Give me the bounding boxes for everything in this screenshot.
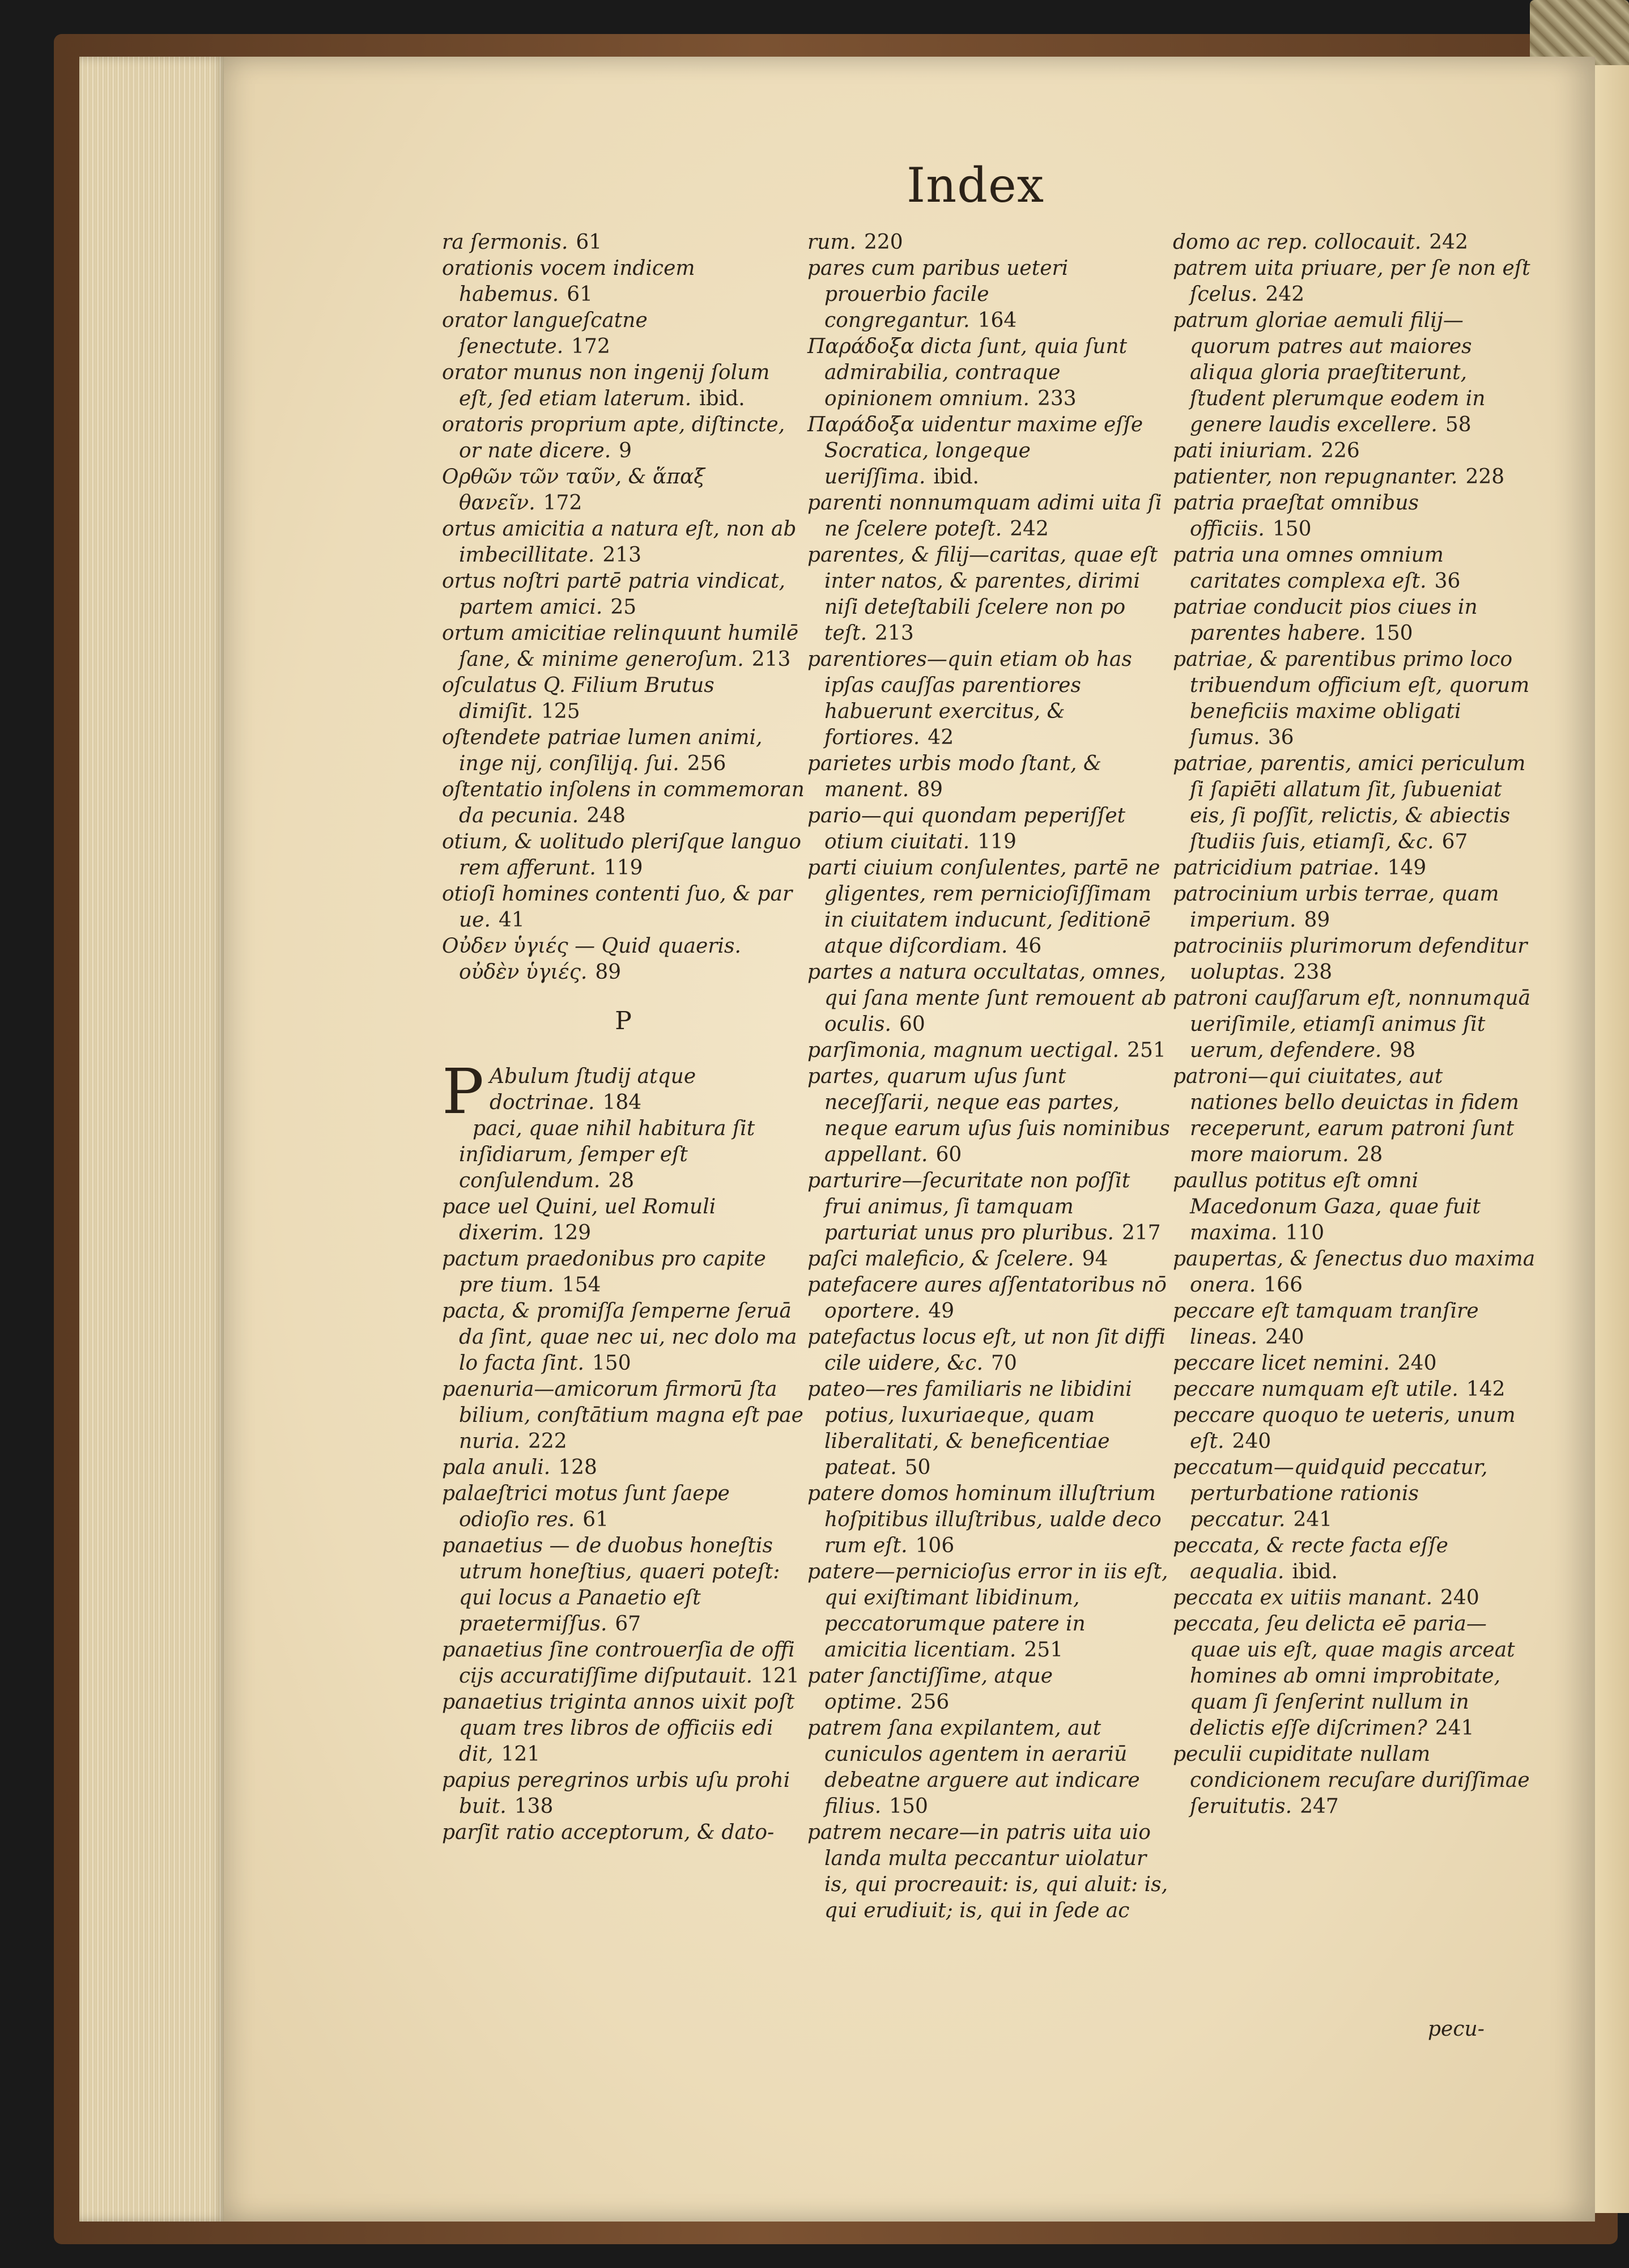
entry-text: pario—qui quondam peperiſſet otium ciuitati.	[807, 804, 1126, 853]
index-entry	[807, 1820, 1170, 1924]
index-entry	[1173, 1455, 1536, 1533]
index-entry	[1173, 1585, 1536, 1611]
index-entry	[807, 1246, 1170, 1272]
page-reference: 242	[1429, 231, 1468, 254]
facing-page-edge	[1595, 65, 1629, 2213]
page-reference: 166	[1264, 1273, 1303, 1297]
index-entry	[1173, 594, 1536, 647]
page-reference: 150	[889, 1795, 928, 1818]
entry-text: panaetius ſine controuerſia de offi cijs accuratiſſime diſputauit.	[442, 1638, 795, 1688]
index-entry	[1173, 881, 1536, 933]
page-reference: 247	[1300, 1795, 1339, 1818]
page-reference: 242	[1010, 517, 1049, 541]
entry-text: paci, quae nihil habitura ſit inſidiarum, ſemper eſt conſulendum.	[459, 1117, 755, 1192]
entry-text: patroni—qui ciuitates, aut nationes bello deuictas in fidem receperunt, earum patroni ſunt more maiorum.	[1173, 1065, 1519, 1166]
page-reference: 125	[541, 700, 580, 723]
index-entry	[442, 1455, 805, 1481]
entry-text: peculii cupiditate nullam condicionem recuſare duriſſimae ſeruitutis.	[1173, 1743, 1530, 1818]
entry-text: parietes urbis modo ſtant, & manent.	[807, 752, 1101, 801]
page-reference: 240	[1265, 1326, 1304, 1349]
entry-text: palaeſtrici motus ſunt ſaepe odioſio res.	[442, 1482, 730, 1531]
index-entry	[807, 1064, 1170, 1168]
index-entry	[442, 673, 805, 725]
entry-text: otioſi homines contenti ſuo, & par ue.	[442, 882, 793, 932]
index-entry	[1173, 855, 1536, 881]
letter-heading: P	[615, 1006, 632, 1035]
entry-text: patrum gloriae aemuli filij—quorum patres aut maiores aliqua gloria praeſtiterunt, ſtudent plerumque eodem in genere laudis excellere.	[1173, 309, 1486, 436]
index-entry	[1173, 230, 1536, 256]
index-entry	[1173, 1533, 1536, 1585]
entry-text: pati iniuriam.	[1173, 439, 1313, 462]
index-column-3	[1173, 230, 1536, 1820]
index-entry	[1173, 464, 1536, 490]
entry-text: peccare eſt tamquam tranſire lineas.	[1173, 1299, 1479, 1349]
page-reference: 106	[915, 1534, 955, 1557]
page-reference: 50	[904, 1456, 931, 1479]
page-reference: 121	[760, 1664, 799, 1688]
entry-text: oratoris proprium apte, diſtincte, or nate dicere.	[442, 413, 785, 462]
page-reference: 89	[595, 961, 622, 984]
index-entry	[1173, 1742, 1536, 1820]
index-entry	[1173, 751, 1536, 855]
page-reference: 119	[977, 830, 1016, 853]
page-edges	[79, 57, 227, 2222]
index-entry	[1173, 308, 1536, 438]
entry-text: patrociniis plurimorum defenditur uoluptas.	[1173, 935, 1528, 984]
page-reference: 213	[751, 648, 791, 671]
page-reference: 213	[602, 543, 642, 567]
index-entry	[1173, 542, 1536, 594]
entry-text: domo ac rep. collocauit.	[1173, 231, 1422, 254]
entry-text: patriae conducit pios ciues in parentes habere.	[1173, 596, 1478, 645]
entry-text: paſci maleficio, & ſcelere.	[807, 1247, 1074, 1271]
page-reference: 226	[1321, 439, 1360, 462]
entry-text: papius peregrinos urbis uſu prohi buit.	[442, 1769, 790, 1818]
page-reference: ibid.	[1292, 1560, 1338, 1583]
index-entry	[807, 959, 1170, 1038]
index-entry	[442, 1689, 805, 1768]
entry-text: patrem necare—in patris uita uio landa multa peccantur uiolatur is, qui procreauit: is, qui aluit: is, qui erudiuit; is, qui in ſede ac	[807, 1821, 1168, 1922]
index-entry	[442, 412, 805, 464]
page-reference: 36	[1434, 570, 1461, 593]
index-entry	[1173, 1168, 1536, 1246]
index-entry	[442, 230, 805, 256]
entry-text: otium, & uolitudo pleriſque languo rem afferunt.	[442, 830, 802, 880]
index-entry	[1173, 986, 1536, 1064]
entry-text: patere domos hominum illuſtrium hoſpitibus illuſtribus, ualde deco rum eſt.	[807, 1482, 1162, 1557]
page-reference: 28	[1356, 1143, 1383, 1166]
index-entry	[1173, 256, 1536, 308]
page-reference: 164	[977, 309, 1017, 332]
entry-text: pactum praedonibus pro capite pre tium.	[442, 1247, 766, 1297]
index-entry	[807, 803, 1170, 855]
index-entry	[807, 1272, 1170, 1324]
page-reference: 222	[528, 1430, 567, 1453]
entry-text: parſimonia, magnum uectigal.	[807, 1039, 1120, 1062]
index-entry	[442, 933, 805, 986]
index-entry	[807, 230, 1170, 256]
entry-text: Παράδοξα dicta ſunt, quia ſunt admirabilia, contraque opinionem omnium.	[807, 335, 1128, 410]
entry-text: oſtentatio inſolens in commemoran da pecunia.	[442, 778, 805, 827]
index-entry	[1173, 1246, 1536, 1298]
entry-text: peccata, ſeu delicta eē paria—quae uis eſt, quae magis arceat homines ab omni improbitate, quam ſi ſenſerint nullum in delictis eſſe diſcrimen?	[1173, 1612, 1515, 1740]
page-reference: 142	[1466, 1378, 1505, 1401]
index-entry	[807, 1038, 1170, 1064]
entry-text: pala anuli.	[442, 1456, 551, 1479]
index-entry	[442, 464, 805, 516]
page-reference: 110	[1285, 1221, 1325, 1245]
entry-text: ortum amicitiae relinquunt humilē ſane, & minime generoſum.	[442, 622, 799, 671]
entry-text: parentiores—quin etiam ob has ipſas cauſſas parentiores habuerunt exercitus, & fortiores.	[807, 648, 1132, 749]
page-reference: 228	[1465, 465, 1505, 489]
entry-text: panaetius triginta annos uixit poſt quam tres libros de officiis edi dit,	[442, 1691, 795, 1766]
page-reference: 121	[501, 1743, 541, 1766]
entry-text: patroni cauſſarum eſt, nonnumquā ueriſimile, etiamſi animus ſit uerum, defendere.	[1173, 987, 1531, 1062]
page-reference: 36	[1268, 726, 1294, 749]
entry-text: peccare quoquo te ueteris, unum eſt.	[1173, 1404, 1516, 1453]
index-entry	[442, 1246, 805, 1298]
entry-text: parti ciuium conſulentes, partē ne gligentes, rem pernicioſiſſimam in ciuitatem inducunt, ſeditionē atque diſcordiam.	[807, 856, 1160, 958]
page-reference: 233	[1037, 387, 1077, 410]
page-reference: 129	[552, 1221, 592, 1245]
index-entry	[442, 1820, 805, 1846]
index-entry	[442, 881, 805, 933]
page-reference: 240	[1440, 1586, 1479, 1609]
entry-text: pace uel Quini, uel Romuli dixerim.	[442, 1195, 716, 1245]
page-reference: 58	[1445, 413, 1471, 436]
page-reference: 28	[608, 1169, 635, 1192]
index-entry	[807, 1324, 1170, 1377]
entry-text: partes, quarum uſus ſunt neceſſarii, neque eas partes, neque earum uſus ſuis nominibus appellant.	[807, 1065, 1170, 1166]
page-reference: 9	[619, 439, 632, 462]
page-reference: 61	[582, 1508, 609, 1531]
page-reference: 61	[576, 231, 602, 254]
page-reference: 41	[498, 908, 525, 932]
index-entry	[442, 777, 805, 829]
entry-text: pares cum paribus ueteri prouerbio facile congregantur.	[807, 257, 1069, 332]
index-entry	[442, 308, 805, 360]
drop-capital: P	[442, 1055, 484, 1128]
page-reference: 42	[928, 726, 954, 749]
entry-text: Ορθῶν τῶν ταῦν, & ἅπαξ θανεῖν.	[442, 465, 705, 515]
entry-text: patria praeſtat omnibus officiis.	[1173, 491, 1419, 541]
page-reference: 149	[1387, 856, 1427, 880]
page-reference: 217	[1121, 1221, 1161, 1245]
page-reference: 67	[615, 1612, 641, 1636]
page-reference: 89	[1304, 908, 1330, 932]
page-reference: ibid.	[699, 387, 745, 410]
entry-text: patere—pernicioſus error in iis eſt, qui exiſtimant libidinum, peccatorumque patere in amicitia licentiam.	[807, 1560, 1168, 1662]
entry-text: orationis vocem indicem habemus.	[442, 257, 695, 306]
index-entry	[442, 1377, 805, 1455]
index-entry	[807, 647, 1170, 751]
entry-text: peccata, & recte facta eſſe aequalia.	[1173, 1534, 1448, 1583]
page-reference: 119	[603, 856, 643, 880]
index-entry	[807, 1168, 1170, 1246]
index-entry	[442, 1481, 805, 1533]
index-entry	[442, 1533, 805, 1637]
entry-text: parentes, & filij—caritas, quae eſt inter natos, & parentes, dirimi niſi deteſtabili ſcelere non po teſt.	[807, 543, 1158, 645]
page-reference: 240	[1397, 1352, 1437, 1375]
page-reference: 138	[514, 1795, 554, 1818]
index-entry	[807, 334, 1170, 412]
entry-text: peccata ex uitiis manant.	[1173, 1586, 1433, 1609]
index-entry	[1173, 647, 1536, 751]
index-entry	[442, 725, 805, 777]
page-reference: 70	[991, 1352, 1017, 1375]
page-reference: 60	[899, 1013, 925, 1036]
entry-text: rum.	[807, 231, 856, 254]
entry-text: Οὐδεν ὑγιές — Quid quaeris. οὐδὲν ὑγιές.	[442, 935, 741, 984]
entry-text: patriae, & parentibus primo loco tribuendum officium eſt, quorum beneficiis maxime obligati ſumus.	[1173, 648, 1530, 749]
index-entry	[1173, 438, 1536, 464]
page-reference: ibid.	[933, 465, 979, 489]
page-reference: 238	[1293, 961, 1333, 984]
entry-text: Abulum ſtudij atque doctrinae.	[490, 1065, 696, 1114]
index-entry	[1173, 933, 1536, 986]
page-reference: 248	[586, 804, 626, 827]
page-reference: 241	[1435, 1717, 1474, 1740]
entry-text: oſculatus Q. Filium Brutus dimiſit.	[442, 674, 714, 723]
page-reference: 150	[1272, 517, 1312, 541]
page-reference: 49	[928, 1299, 955, 1323]
page-reference: 94	[1082, 1247, 1108, 1271]
index-entry	[807, 412, 1170, 490]
entry-text: patefactus locus eſt, ut non ſit diffi cile uidere, &c.	[807, 1326, 1166, 1375]
index-entry	[1173, 1403, 1536, 1455]
page-reference: 89	[917, 778, 943, 801]
entry-text: patrem uita priuare, per ſe non eſt ſcelus.	[1173, 257, 1530, 306]
index-entry	[807, 490, 1170, 542]
index-entry	[442, 1298, 805, 1377]
entry-text: ortus noſtri partē patria vindicat, partem amici.	[442, 570, 785, 619]
index-entry	[807, 1559, 1170, 1663]
entry-text: paupertas, & ſenectus duo maxima onera.	[1173, 1247, 1536, 1297]
page-reference: 184	[602, 1091, 642, 1114]
page-reference: 172	[571, 335, 610, 358]
index-entry	[1173, 1064, 1536, 1168]
entry-text: patefacere aures aſſentatoribus nō oportere.	[807, 1273, 1167, 1323]
entry-text: patrocinium urbis terrae, quam imperium.	[1173, 882, 1499, 932]
index-entry	[1173, 1298, 1536, 1350]
entry-text: pater ſanctiſſime, atque optime.	[807, 1664, 1053, 1714]
index-entry	[807, 542, 1170, 647]
page-reference: 251	[1024, 1638, 1064, 1662]
index-entry	[807, 855, 1170, 959]
index-entry	[442, 1637, 805, 1689]
page-reference: 46	[1015, 935, 1042, 958]
index-entry	[442, 568, 805, 621]
entry-text: partes a natura occultatas, omnes, qui ſana mente ſunt remouent ab oculis.	[807, 961, 1167, 1036]
entry-text: patrem ſana expilantem, aut cuniculos agentem in aerariū debeatne arguere aut indicare filius.	[807, 1717, 1140, 1818]
entry-text: pacta, & promiſſa ſemperne ſeruā da ſint, quae nec ui, nec dolo ma lo facta ſint.	[442, 1299, 797, 1375]
index-entry	[807, 1377, 1170, 1481]
page-reference: 241	[1293, 1508, 1333, 1531]
entry-text: parturire—ſecuritate non poſſit frui animus, ſi tamquam parturiat unus pro pluribus.	[807, 1169, 1130, 1245]
entry-text: parenti nonnumquam adimi uita ſi ne ſcelere poteſt.	[807, 491, 1162, 541]
page-reference: 154	[562, 1273, 601, 1297]
entry-text: ra ſermonis.	[442, 231, 568, 254]
entry-text: pateo—res familiaris ne libidini potius, luxuriaeque, quam liberalitati, & beneficentiae pateat.	[807, 1378, 1132, 1479]
entry-text: panaetius — de duobus honeſtis utrum honeſtius, quaeri poteſt: qui locus a Panaetio eſt praetermiſſus.	[442, 1534, 780, 1636]
page-reference: 213	[875, 622, 914, 645]
page-reference: 128	[558, 1456, 597, 1479]
index-column-2	[807, 230, 1170, 1924]
entry-text: Παράδοξα uidentur maxime eſſe Socratica, longeque ueriſſima.	[807, 413, 1143, 489]
index-column-1	[442, 230, 805, 1846]
index-entry	[807, 1715, 1170, 1820]
index-entry	[807, 1481, 1170, 1559]
page-reference: 242	[1265, 283, 1305, 306]
page-reference: 98	[1389, 1039, 1416, 1062]
index-entry	[442, 621, 805, 673]
index-entry	[442, 1194, 805, 1246]
index-entry	[807, 256, 1170, 334]
page-reference: 67	[1441, 830, 1468, 853]
index-entry	[807, 751, 1170, 803]
index-entry	[807, 1663, 1170, 1715]
index-entry	[442, 256, 805, 308]
entry-text: peccare licet nemini.	[1173, 1352, 1390, 1375]
index-entry	[1173, 1377, 1536, 1403]
page-reference: 150	[1373, 622, 1413, 645]
entry-text: patienter, non repugnanter.	[1173, 465, 1458, 489]
index-entry	[1173, 490, 1536, 542]
index-entry	[442, 1116, 805, 1194]
index-entry	[442, 1768, 805, 1820]
entry-text: peccatum—quidquid peccatur, perturbatione rationis peccatur.	[1173, 1456, 1488, 1531]
page-reference: 172	[543, 491, 582, 515]
entry-text: orator munus non ingenij ſolum eſt, ſed etiam laterum.	[442, 361, 770, 410]
page-reference: 60	[935, 1143, 962, 1166]
page-reference: 240	[1232, 1430, 1271, 1453]
entry-text: oſtendete patriae lumen animi, inge nij, conſilijq. ſui.	[442, 726, 763, 775]
index-entry	[442, 360, 805, 412]
page-reference: 251	[1127, 1039, 1166, 1062]
entry-text: paenuria—amicorum firmorū ſta bilium, conſtātium magna eſt pae nuria.	[442, 1378, 803, 1453]
index-entry	[1173, 1611, 1536, 1742]
page-reference: 25	[610, 596, 637, 619]
index-entry	[442, 1055, 805, 1128]
page-reference: 150	[592, 1352, 631, 1375]
page-reference: 61	[567, 283, 593, 306]
entry-text: patria una omnes omnium caritates complexa eſt.	[1173, 543, 1444, 593]
entry-text: paullus potitus eſt omni Macedonum Gaza, quae fuit maxima.	[1173, 1169, 1481, 1245]
entry-text: parſit ratio acceptorum, & dato-	[442, 1821, 775, 1844]
page-reference: 220	[864, 231, 903, 254]
page-reference: 256	[687, 752, 726, 775]
entry-text: peccare numquam eſt utile.	[1173, 1378, 1458, 1401]
running-head: Index	[907, 158, 1045, 213]
index-entry	[442, 516, 805, 568]
page-reference: 256	[910, 1691, 950, 1714]
entry-text: patricidium patriae.	[1173, 856, 1380, 880]
entry-text: patriae, parentis, amici periculum ſi ſapiēti allatum ſit, ſubueniat eis, ſi poſſit, relictis, & abiectis ſtudiis ſuis, etiamſi, &c.	[1173, 752, 1526, 853]
index-entry	[1173, 1350, 1536, 1377]
entry-text: orator langueſcatne ſenectute.	[442, 309, 648, 358]
index-entry	[442, 829, 805, 881]
entry-text: ortus amicitia a natura eſt, non ab imbecillitate.	[442, 517, 797, 567]
catchword: pecu-	[1428, 2018, 1485, 2041]
